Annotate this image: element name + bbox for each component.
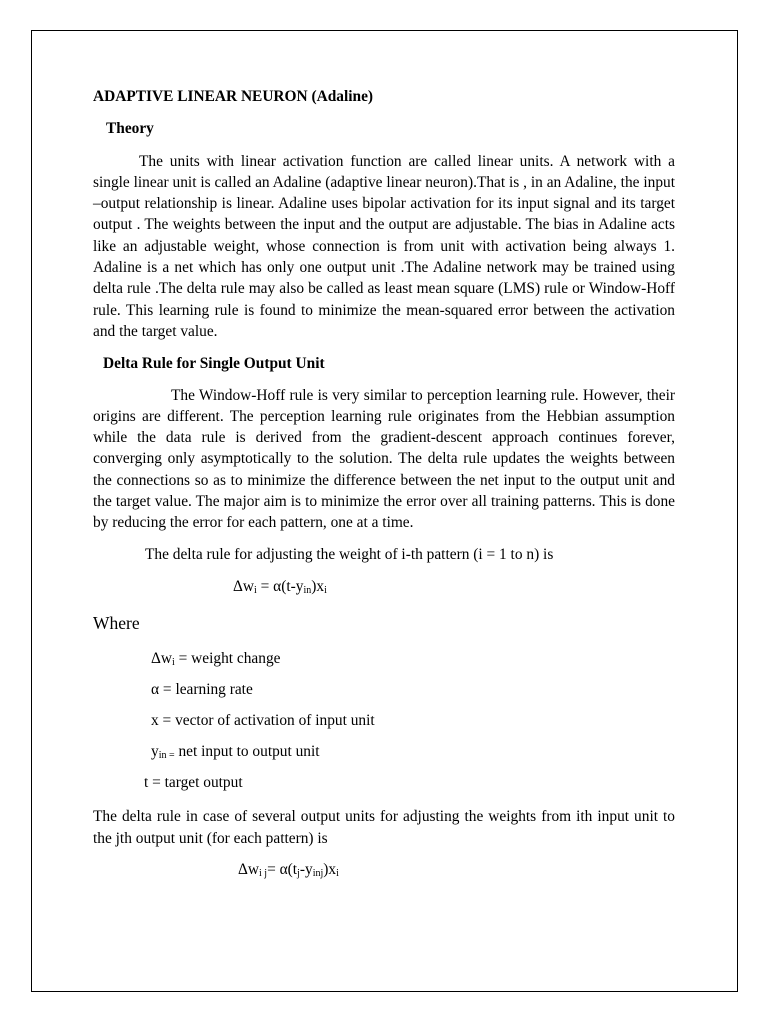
formula2-lhs: Δw bbox=[238, 860, 260, 878]
formula-x-sub: i bbox=[324, 584, 327, 596]
formula2-rhs-end: )x bbox=[323, 860, 337, 878]
def-dw-sub: i bbox=[172, 657, 175, 669]
formula2-mid: -y bbox=[299, 860, 313, 878]
def-dw-text: = weight change bbox=[174, 650, 281, 668]
formula-lhs: Δw bbox=[233, 577, 255, 595]
def-yin-symbol: y bbox=[151, 743, 159, 761]
multi-output-formula bbox=[93, 859, 675, 880]
formula2-t-sub: j bbox=[297, 867, 300, 879]
formula2-y-sub: inj bbox=[312, 867, 324, 879]
where-label: Where bbox=[93, 613, 140, 634]
delta-rule-heading: Delta Rule for Single Output Unit bbox=[103, 355, 325, 373]
theory-heading: Theory bbox=[106, 120, 154, 138]
def-dw-symbol: Δw bbox=[151, 650, 173, 668]
document-body bbox=[93, 86, 675, 880]
delta-rule-intro: The delta rule for adjusting the weight of i-th pattern (i = 1 to n) is bbox=[145, 545, 554, 563]
formula-lhs-sub: i bbox=[254, 584, 257, 596]
definition-list bbox=[93, 643, 675, 798]
delta-rule-formula bbox=[93, 576, 675, 597]
formula-in-sub: in bbox=[303, 584, 312, 596]
definition-target-output: t = target output bbox=[144, 774, 243, 792]
definition-learning-rate: α = learning rate bbox=[151, 681, 253, 699]
definition-weight-change bbox=[151, 643, 675, 674]
definition-input-vector: x = vector of activation of input unit bbox=[151, 712, 375, 730]
def-yin-sub: in = bbox=[158, 750, 175, 762]
formula-eq: = α(t-y bbox=[256, 577, 304, 595]
delta-rule-paragraph: The Window-Hoff rule is very similar to perception learning rule. However, their origins are different. The perception learning rule originates from the Hebbian assumption while the data rule is derived from the gradient-descent approach continues forever, converging only asymptotically to the solution. The delta rule updates the weights between the connections so as to minimize the difference between the net input to the output unit and the target value. The major aim is to minimize the error over all training patterns. This is done by reducing the error for each pattern, one at a time. bbox=[93, 386, 675, 532]
formula2-lhs-sub: i j bbox=[259, 867, 268, 879]
several-outputs-paragraph: The delta rule in case of several output units for adjusting the weights from ith input unit to the jth output unit (for each pattern) is bbox=[93, 808, 675, 847]
formula2-eq: = α(t bbox=[267, 860, 298, 878]
document-title: ADAPTIVE LINEAR NEURON (Adaline) bbox=[93, 88, 374, 105]
theory-paragraph: The units with linear activation function are called linear units. A network with a single linear unit is called an Adaline (adaptive linear neuron).That is , in an Adaline, the input –output relationship is linear. Adaline uses bipolar activation for its input signal and its target output . The weights between the input and the output are adjustable. The bias in Adaline acts like an adjustable weight, whose connection is from unit with activation being always 1. Adaline is a net which has only one output unit .The Adaline network may be trained using delta rule .The delta rule may also be called as least mean square (LMS) rule or Window-Hoff rule. This learning rule is found to minimize the mean-squared error between the activation and the target value. bbox=[93, 152, 675, 340]
definition-net-input bbox=[151, 736, 675, 767]
formula2-x-sub: i bbox=[336, 867, 339, 879]
formula-rhs-end: )x bbox=[311, 577, 325, 595]
def-yin-text: net input to output unit bbox=[174, 743, 320, 761]
